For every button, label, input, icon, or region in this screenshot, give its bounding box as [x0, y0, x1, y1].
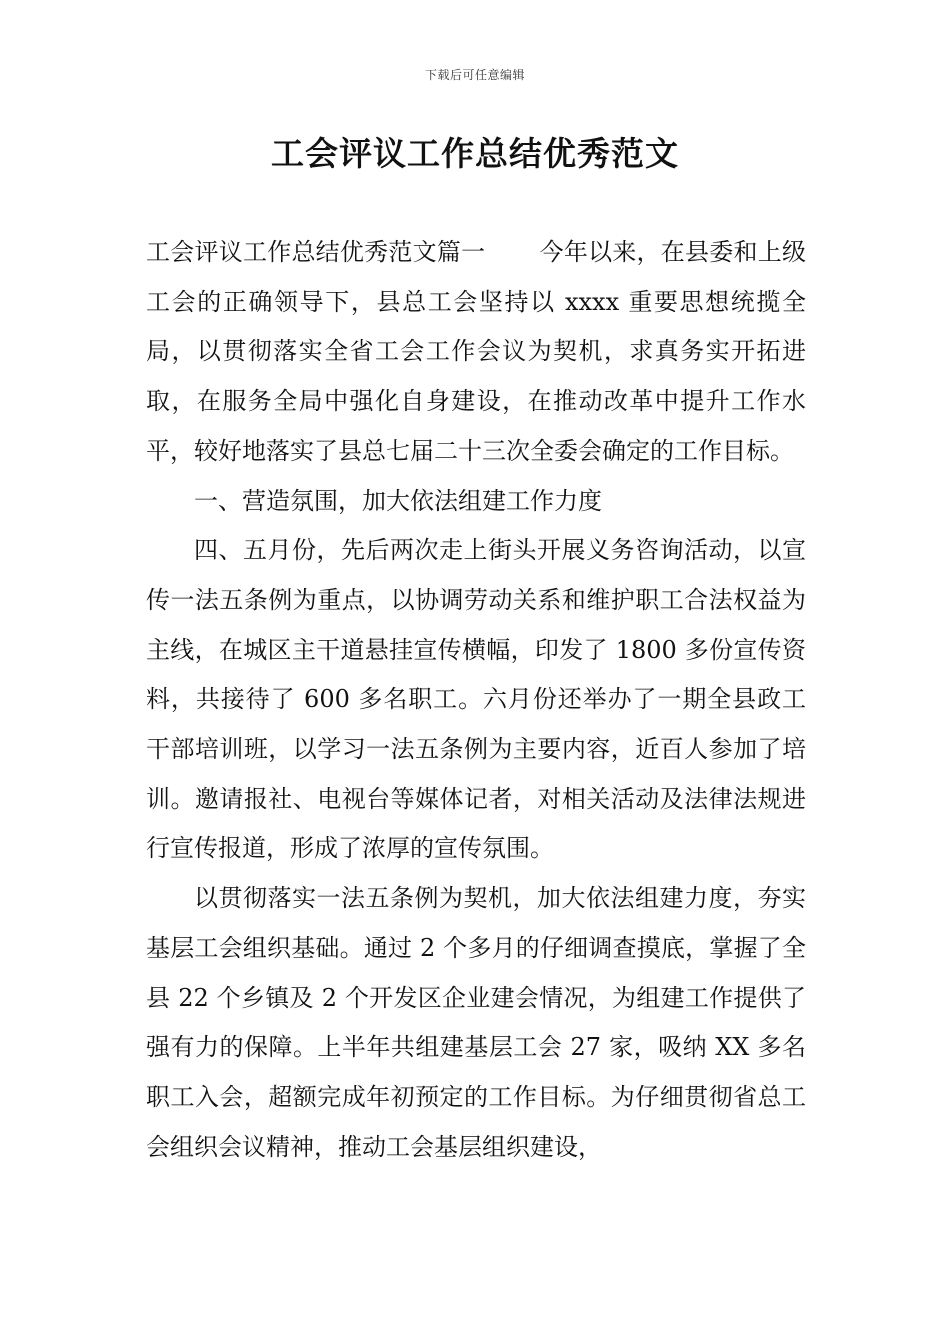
document-title: 工会评议工作总结优秀范文	[271, 134, 679, 173]
document-body	[146, 228, 806, 1172]
paragraph-1	[146, 228, 806, 477]
paragraph-1-lead: 工会评议工作总结优秀范文篇一	[146, 238, 486, 266]
paragraph-2-heading: 一、营造氛围，加大依法组建工作力度	[194, 486, 602, 515]
header-note: 下载后可任意编辑	[424, 68, 525, 82]
paragraph-3: 四、五月份，先后两次走上街头开展义务咨询活动，以宣传一法五条例为重点，以协调劳动关系和维护职工合法权益为主线，在城区主干道悬挂宣传横幅，印发了 1800 多份宣传资料，共接待了 600 多名职工。六月份还举办了一期全县政工干部培训班，以学习一法五条例为主要内容，近百人参加了培训。邀请报社、电视台等媒体记者，对相关活动及法律法规进行宣传报道，形成了浓厚的宣传氛围。	[146, 536, 806, 863]
paragraph-1-body: 今年以来，在县委和上级工会的正确领导下，县总工会坚持以 xxxx 重要思想统揽全局，以贯彻落实全省工会工作会议为契机，求真务实开拓进取，在服务全局中强化自身建设，在推动改革中提升工作水平，较好地落实了县总七届二十三次全委会确定的工作目标。	[146, 238, 806, 465]
paragraph-4: 以贯彻落实一法五条例为契机，加大依法组建力度，夯实基层工会组织基础。通过 2 个多月的仔细调查摸底，掌握了全县 22 个乡镇及 2 个开发区企业建会情况，为组建工作提供了强有力的保障。上半年共组建基层工会 27 家，吸纳 XX 多名职工入会，超额完成年初预定的工作目标。为仔细贯彻省总工会组织会议精神，推动工会基层组织建设，	[146, 884, 806, 1161]
